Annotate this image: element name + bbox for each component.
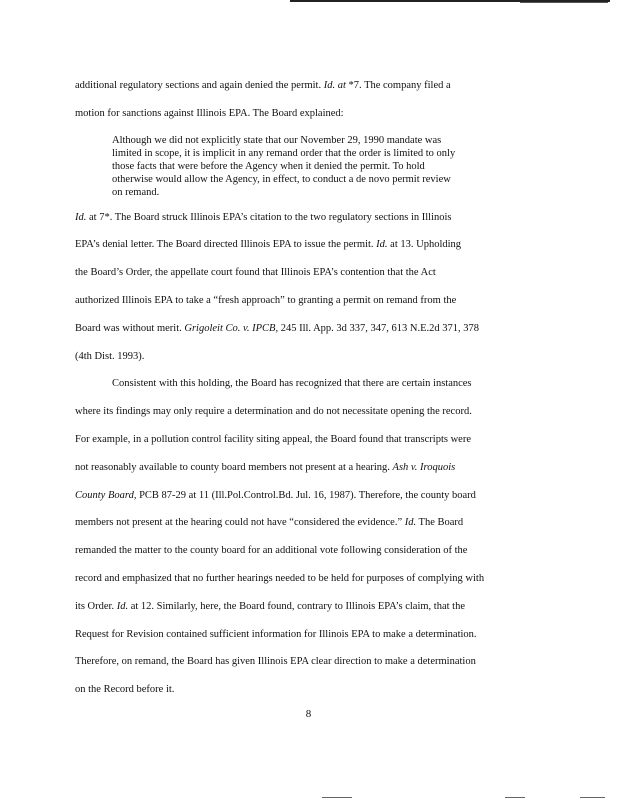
citation-text: Grigoleit Co. v. IPCB [184, 322, 276, 334]
line-text: the Board’s Order, the appellate court found that Illinois EPA’s contention that the Act [75, 267, 436, 279]
quote-line: limited in scope, it is implicit in any remand order that the order is limited to only [112, 147, 456, 159]
text-line [75, 343, 545, 371]
line-text: record and emphasized that no further hearings needed to be held for purposes of complying with [75, 572, 485, 584]
quote-line: Although we did not explicitly state that our November 29, 1990 mandate was [112, 134, 442, 146]
citation-text: Id. [75, 211, 87, 223]
line-text: Consistent with this holding, the Board has recognized that there are certain instances [112, 378, 472, 390]
line-text: at 13. Upholding [387, 239, 462, 251]
line-text: Board was without merit. [75, 322, 185, 334]
citation-text: Id. [376, 239, 388, 251]
citation-text: Ash v. Iroquois [392, 461, 456, 473]
text-line [75, 426, 545, 454]
citation-text: Id. [116, 600, 129, 612]
line-text: For example, in a pollution control facility siting appeal, the Board found that transcripts were [75, 433, 471, 445]
line-text: where its findings may only require a determination and do not necessitate opening the record. [75, 406, 472, 418]
citation-text: Id. at [323, 80, 346, 91]
line-text: its Order. [75, 600, 117, 612]
paragraph-continuation [75, 72, 545, 128]
line-text: Request for Revision contained sufficient information for Illinois EPA to make a determination. [75, 628, 477, 640]
text-line [75, 72, 545, 100]
text-line [75, 565, 545, 593]
text-line [75, 454, 545, 482]
text-line [75, 593, 545, 621]
quote-line: otherwise would allow the Agency, in effect, to conduct a de novo permit review [112, 174, 451, 186]
line-text: authorized Illinois EPA to take a “fresh approach” to granting a permit on remand from the [75, 295, 457, 306]
text-line [75, 648, 545, 676]
text-line [75, 370, 545, 398]
quote-line: on remand. [112, 187, 160, 199]
text-line [75, 621, 545, 649]
line-text: The Board [416, 517, 464, 529]
quote-line: those facts that were before the Agency when it denied the permit. To hold [112, 161, 425, 172]
text-line [75, 509, 545, 537]
text-line [75, 315, 545, 343]
line-text: Therefore, on remand, the Board has given Illinois EPA clear direction to make a determination [75, 656, 476, 668]
text-line [75, 100, 545, 128]
line-text: at 12. Similarly, here, the Board found, contrary to Illinois EPA’s claim, that the [128, 600, 465, 612]
text-line [75, 231, 545, 259]
text-line [75, 676, 545, 704]
citation-text: Id. [404, 517, 417, 529]
line-text: (4th Dist. 1993). [75, 350, 145, 362]
line-text: at 7*. The Board struck Illinois EPA’s citation to the two regulatory sections in Illinois [86, 211, 452, 223]
document-page [75, 72, 545, 704]
text-line [75, 398, 545, 426]
line-text: PCB 87-29 at 11 (Ill.Pol.Control.Bd. Jul. 16, 1987). Therefore, the county board [136, 489, 476, 501]
line-text: , 245 Ill. App. 3d 337, 347, 613 N.E.2d 371, 378 [275, 322, 480, 334]
body-text [75, 204, 545, 704]
line-text: remanded the matter to the county board for an additional vote following consideration of the [75, 545, 468, 557]
scan-bottom-edge [0, 793, 617, 800]
line-text: members not present at the hearing could not have “considered the evidence.” [75, 517, 405, 529]
text-line [75, 537, 545, 565]
line-text: additional regulatory sections and again denied the permit. [75, 80, 324, 91]
line-text: EPA’s denial letter. The Board directed Illinois EPA to issue the permit. [75, 239, 377, 251]
block-quote [112, 134, 545, 200]
line-text: not reasonably available to county board members not present at a hearing. [75, 461, 393, 473]
scan-top-rule-secondary [520, 2, 608, 3]
text-line [75, 287, 545, 315]
text-line [75, 482, 545, 510]
line-text: motion for sanctions against Illinois EPA. The Board explained: [75, 107, 344, 119]
text-line [75, 259, 545, 287]
text-line [75, 204, 545, 232]
line-text: *7. The company filed a [345, 80, 451, 91]
page-number: 8 [305, 708, 312, 720]
line-text: on the Record before it. [75, 684, 175, 696]
citation-text: County Board, [75, 489, 137, 501]
